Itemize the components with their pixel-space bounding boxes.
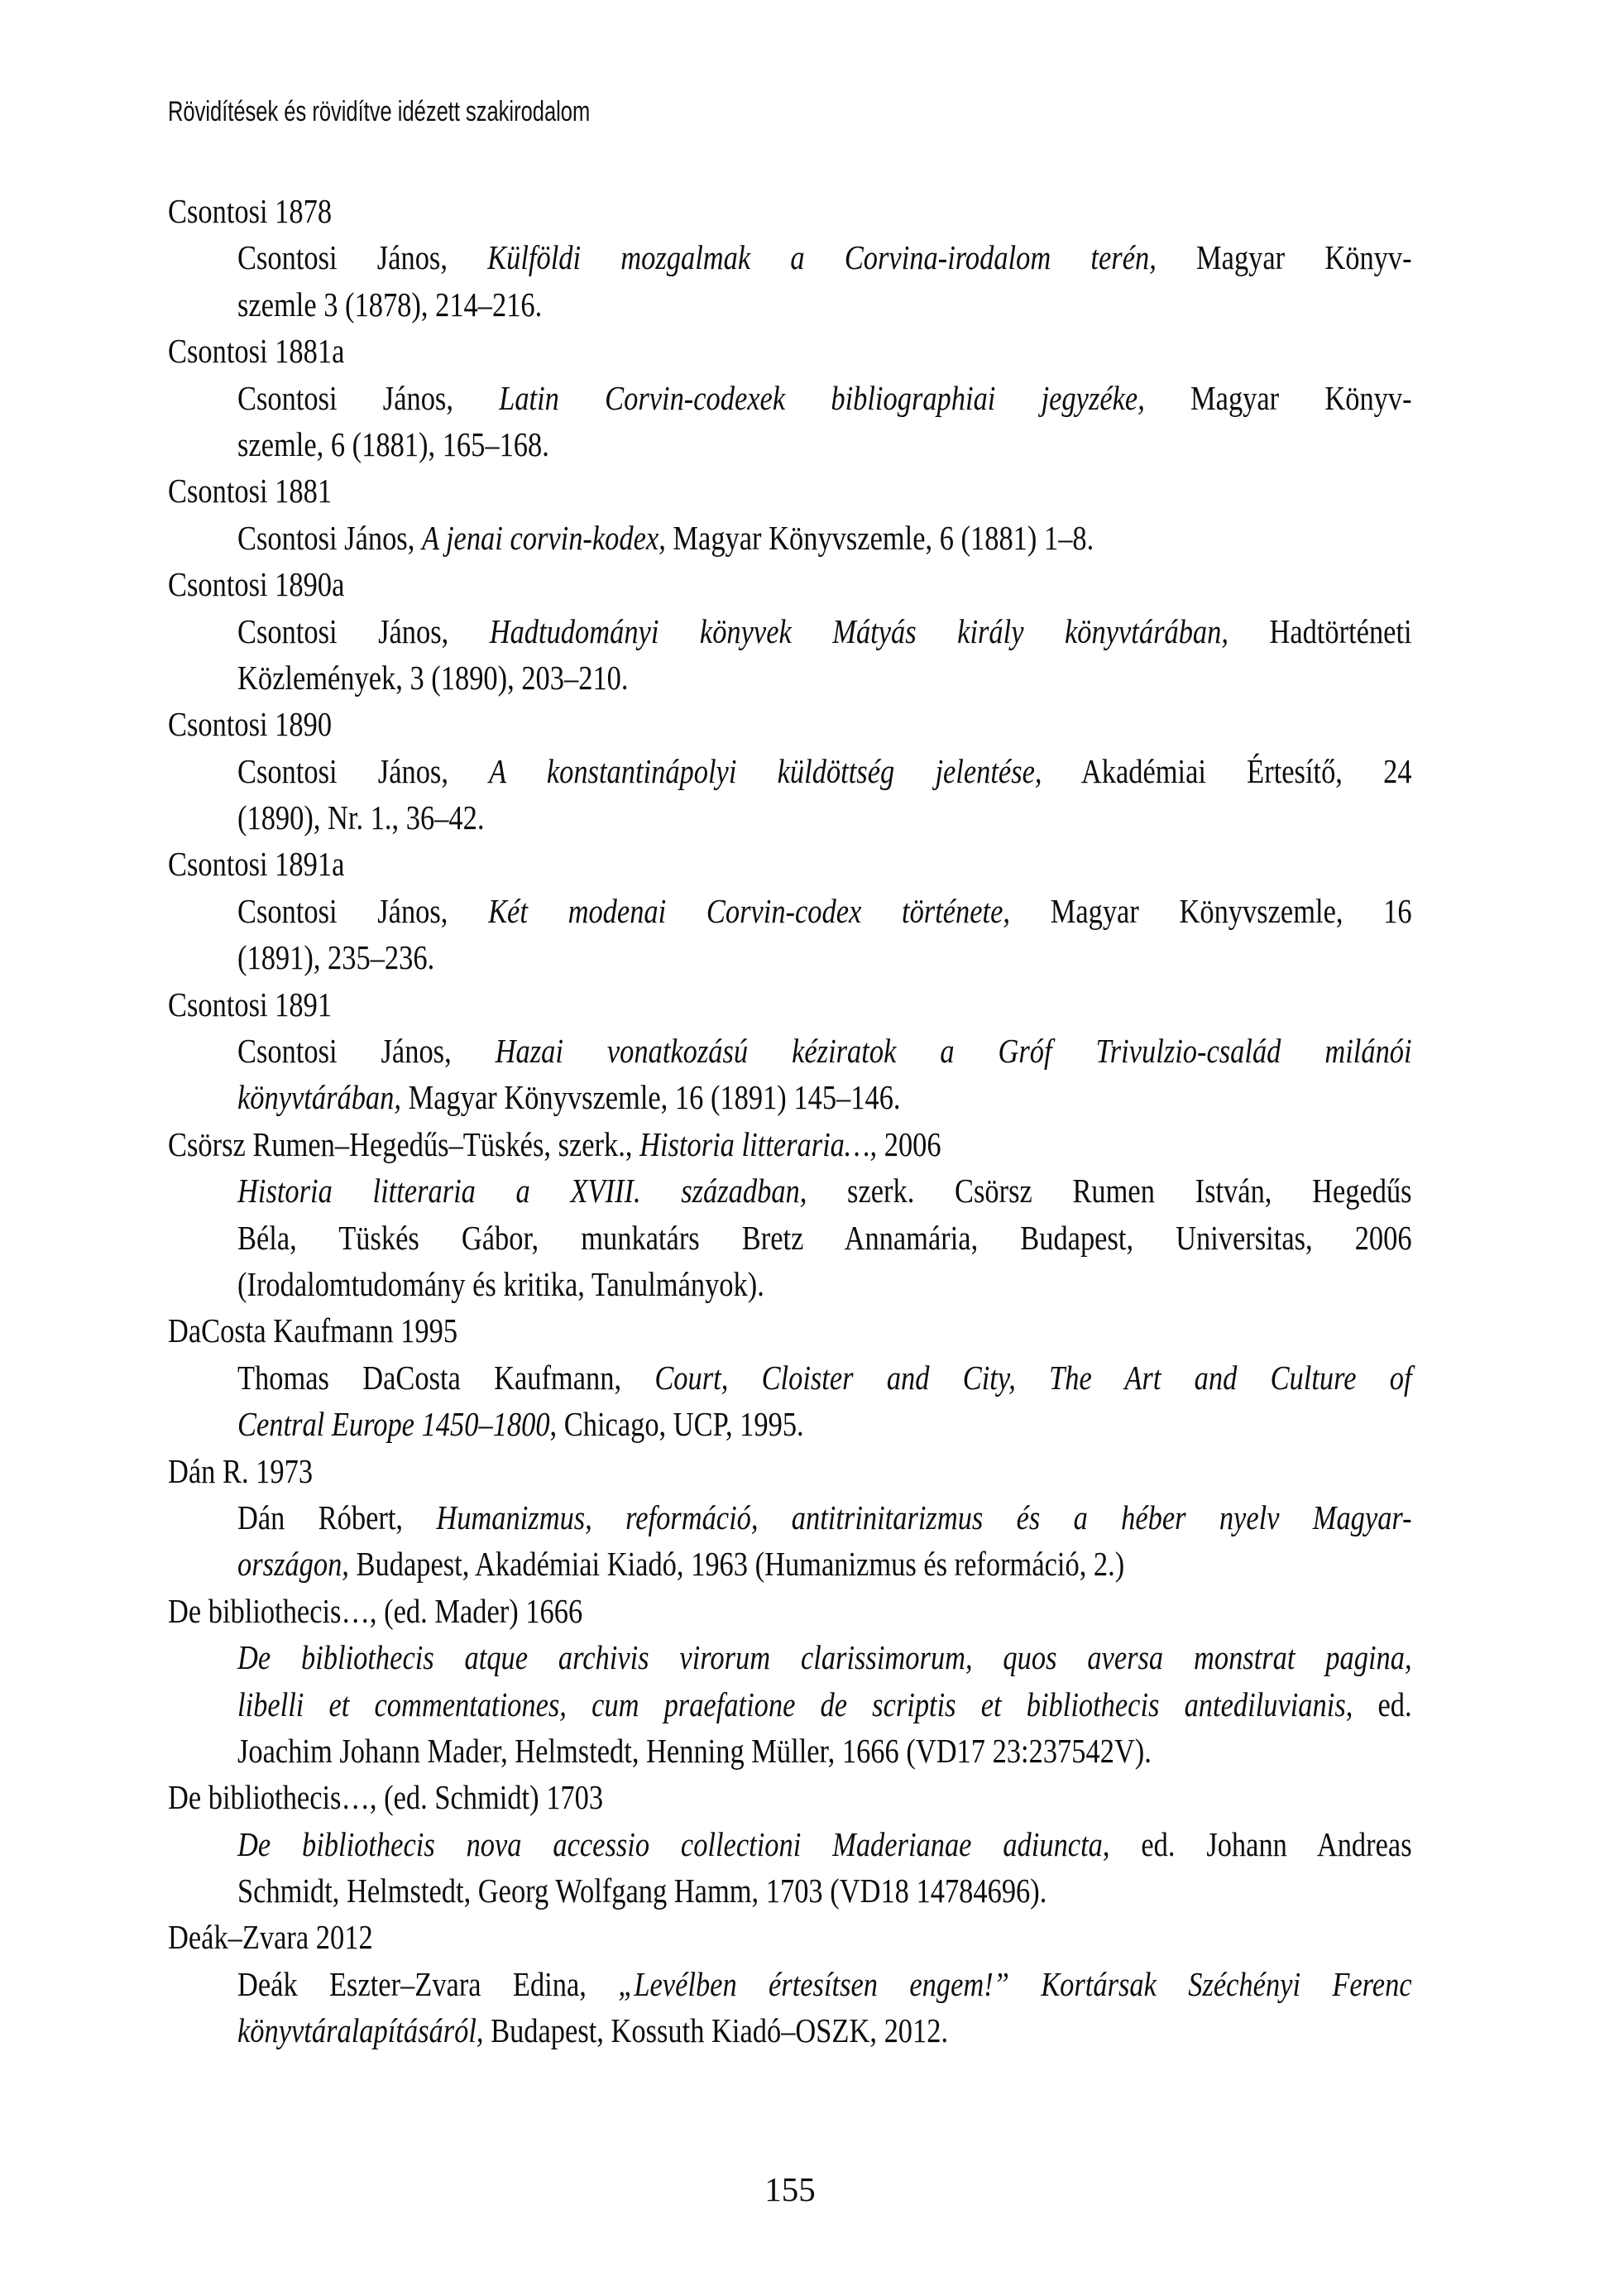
entry-label	[168, 1774, 1343, 1820]
entry-line	[237, 1167, 1412, 1214]
text-segment: Magyar Könyvszemle, 16	[1010, 891, 1412, 930]
entry-line	[237, 608, 1412, 654]
text-segment: Dán R. 1973	[168, 1451, 314, 1490]
text-segment: Csontosi János,	[237, 891, 489, 930]
entry-line	[237, 1074, 1412, 1120]
text-segment: Magyar Könyv-	[1156, 238, 1412, 277]
entry-label	[168, 561, 1343, 607]
text-segment: Latin Corvin-codexek bibliographiai jegyzéke,	[499, 378, 1145, 417]
text-segment: libelli et commentationes, cum praefatione de scriptis et bibliothecis antediluvianis	[237, 1685, 1346, 1723]
text-segment: Hadtudományi könyvek Mátyás király könyvtárában,	[489, 611, 1228, 650]
page-number: 155	[764, 2170, 816, 2208]
entry-label	[168, 701, 1343, 747]
entry-line	[237, 1867, 1412, 1914]
bib-entry	[168, 1914, 1574, 2054]
text-segment: De bibliothecis atque archivis virorum clarissimorum, quos aversa monstrat pagina,	[237, 1638, 1412, 1677]
text-segment: Dán Róbert,	[237, 1498, 437, 1536]
text-segment: Csontosi 1881	[168, 472, 333, 510]
text-segment: De bibliothecis…, (ed. Mader) 1666	[168, 1591, 583, 1630]
entry-line	[237, 2007, 1412, 2054]
entry-line	[237, 1634, 1412, 1680]
entry-line	[237, 234, 1412, 280]
text-segment: Béla, Tüskés Gábor, munkatárs Bretz Annamária, Budapest, Universitas, 2006	[237, 1218, 1412, 1257]
text-segment: Csontosi János,	[237, 518, 422, 557]
entry-label	[168, 1588, 1343, 1634]
entry-line	[237, 1961, 1412, 2007]
entry-label	[168, 1121, 1343, 1167]
text-segment: Külföldi mozgalmak a Corvina-irodalom terén,	[487, 238, 1157, 277]
text-segment: Hadtörténeti	[1228, 611, 1412, 650]
text-segment: Csontosi 1881a	[168, 332, 345, 371]
text-segment: Budapest, Akadémiai Kiadó, 1963 (Humanizmus és reformáció, 2.)	[348, 1545, 1125, 1584]
entry-line	[237, 794, 1412, 841]
text-segment: (1891), 235–236.	[237, 938, 435, 977]
text-segment: Deák–Zvara 2012	[168, 1918, 373, 1957]
text-segment: Deák Eszter–Zvara Edina,	[237, 1964, 619, 2003]
text-segment: DaCosta Kaufmann 1995	[168, 1311, 458, 1350]
entry-line	[237, 888, 1412, 934]
text-segment: szemle, 6 (1881), 165–168.	[237, 424, 549, 463]
bib-entry	[168, 561, 1574, 701]
text-segment: Csontosi János,	[237, 751, 490, 790]
text-segment: A jenai corvin-kodex,	[421, 518, 666, 557]
bib-entry	[168, 981, 1574, 1121]
entry-label	[168, 981, 1343, 1028]
text-segment: szerk. Csörsz Rumen István, Hegedűs	[807, 1172, 1412, 1210]
entry-line	[237, 1728, 1412, 1774]
text-segment: Csontosi 1891a	[168, 845, 345, 884]
text-segment: Közlemények, 3 (1890), 203–210.	[237, 658, 629, 697]
text-segment: könyvtáralapításáról,	[237, 2011, 484, 2050]
bib-entry	[168, 328, 1574, 467]
text-segment: Joachim Johann Mader, Helmstedt, Henning Müller, 1666 (VD17 23:237542V).	[237, 1731, 1152, 1770]
text-segment: (Irodalomtudomány és kritika, Tanulmányok).	[237, 1264, 764, 1303]
bib-entry	[168, 467, 1574, 561]
bib-entry	[168, 1121, 1574, 1308]
entry-line	[237, 421, 1412, 467]
entry-label	[168, 1448, 1343, 1494]
text-segment: Csontosi János,	[237, 238, 488, 277]
entry-line	[237, 1401, 1412, 1447]
text-segment: Budapest, Kossuth Kiadó–OSZK, 2012.	[483, 2011, 949, 2050]
text-segment: A konstantinápolyi küldöttség jelentése,	[489, 751, 1042, 790]
text-segment: , ed. Johann Andreas	[1102, 1824, 1412, 1863]
text-segment: Csontosi 1890	[168, 705, 333, 744]
text-segment: országon,	[237, 1545, 349, 1584]
text-segment: , ed.	[1345, 1685, 1412, 1723]
entry-line	[237, 515, 1412, 561]
bib-entry	[168, 1774, 1574, 1914]
entry-line	[237, 654, 1412, 701]
text-segment: Csontosi 1878	[168, 192, 333, 230]
text-segment: szemle 3 (1878), 214–216.	[237, 285, 543, 324]
bib-entry	[168, 701, 1574, 841]
entry-line	[237, 1261, 1412, 1307]
entry-label	[168, 188, 1343, 234]
text-segment: Csörsz Rumen–Hegedűs–Tüskés, szerk.,	[168, 1124, 640, 1163]
bib-entry	[168, 188, 1574, 328]
entry-label	[168, 467, 1343, 514]
entry-line	[237, 1028, 1412, 1074]
entry-line	[237, 1215, 1412, 1261]
entry-line	[237, 281, 1412, 328]
entry-label	[168, 1914, 1343, 1960]
text-segment: Central Europe 1450–1800	[237, 1405, 550, 1444]
entry-line	[237, 1494, 1412, 1541]
entry-label	[168, 328, 1343, 374]
bibliography-list	[168, 188, 1574, 2054]
entry-line	[237, 1821, 1412, 1867]
text-segment: „Levélben értesítsen engem!” Kortársak Széchényi Ferenc	[618, 1964, 1412, 2003]
text-segment: Magyar Könyvszemle, 16 (1891) 145–146.	[400, 1078, 901, 1117]
bib-entry	[168, 841, 1574, 980]
bib-entry	[168, 1588, 1574, 1775]
text-segment: Schmidt, Helmstedt, Georg Wolfgang Hamm, 1703 (VD18 14784696).	[237, 1872, 1047, 1910]
text-segment: Csontosi János,	[237, 611, 490, 650]
bib-entry	[168, 1448, 1574, 1588]
text-segment: Csontosi János,	[237, 1032, 496, 1071]
entry-line	[237, 1681, 1412, 1728]
bib-entry	[168, 1307, 1574, 1447]
text-segment: Thomas DaCosta Kaufmann,	[237, 1358, 655, 1397]
entry-line	[237, 1541, 1412, 1587]
text-segment: De bibliothecis…, (ed. Schmidt) 1703	[168, 1778, 604, 1817]
text-segment: (1890), Nr. 1., 36–42.	[237, 798, 485, 837]
text-segment: Csontosi 1890a	[168, 565, 345, 604]
text-segment: 2006	[877, 1124, 941, 1163]
entry-label	[168, 841, 1343, 887]
entry-line	[237, 748, 1412, 794]
text-segment: De bibliothecis nova accessio collectioni Maderianae adiuncta	[237, 1824, 1103, 1863]
text-segment: Két modenai Corvin-codex története,	[488, 891, 1011, 930]
text-segment: Akadémiai Értesítő, 24	[1042, 751, 1412, 790]
text-segment: Csontosi 1891	[168, 985, 333, 1023]
text-segment: Humanizmus, reformáció, antitrinitarizmus és a héber nyelv Magyar-	[436, 1498, 1412, 1536]
text-segment: könyvtárában,	[237, 1078, 401, 1117]
entry-label	[168, 1307, 1343, 1354]
text-segment: , Chicago, UCP, 1995.	[549, 1405, 804, 1444]
text-segment: Magyar Könyvszemle, 6 (1881) 1–8.	[665, 518, 1094, 557]
text-segment: Csontosi János,	[237, 378, 500, 417]
entry-line	[237, 1354, 1412, 1401]
text-segment: Magyar Könyv-	[1144, 378, 1412, 417]
text-segment: Hazai vonatkozású kéziratok a Gróf Trivulzio-család milánói	[495, 1032, 1412, 1071]
running-header: Rövidítések és rövidítve idézett szakirodalom	[168, 96, 591, 127]
text-segment: Historia litteraria…,	[639, 1124, 878, 1163]
entry-line	[237, 375, 1412, 421]
text-segment: Historia litteraria a XVIII. században,	[237, 1172, 807, 1210]
text-segment: Court, Cloister and City, The Art and Culture of	[654, 1358, 1412, 1397]
entry-line	[237, 934, 1412, 980]
